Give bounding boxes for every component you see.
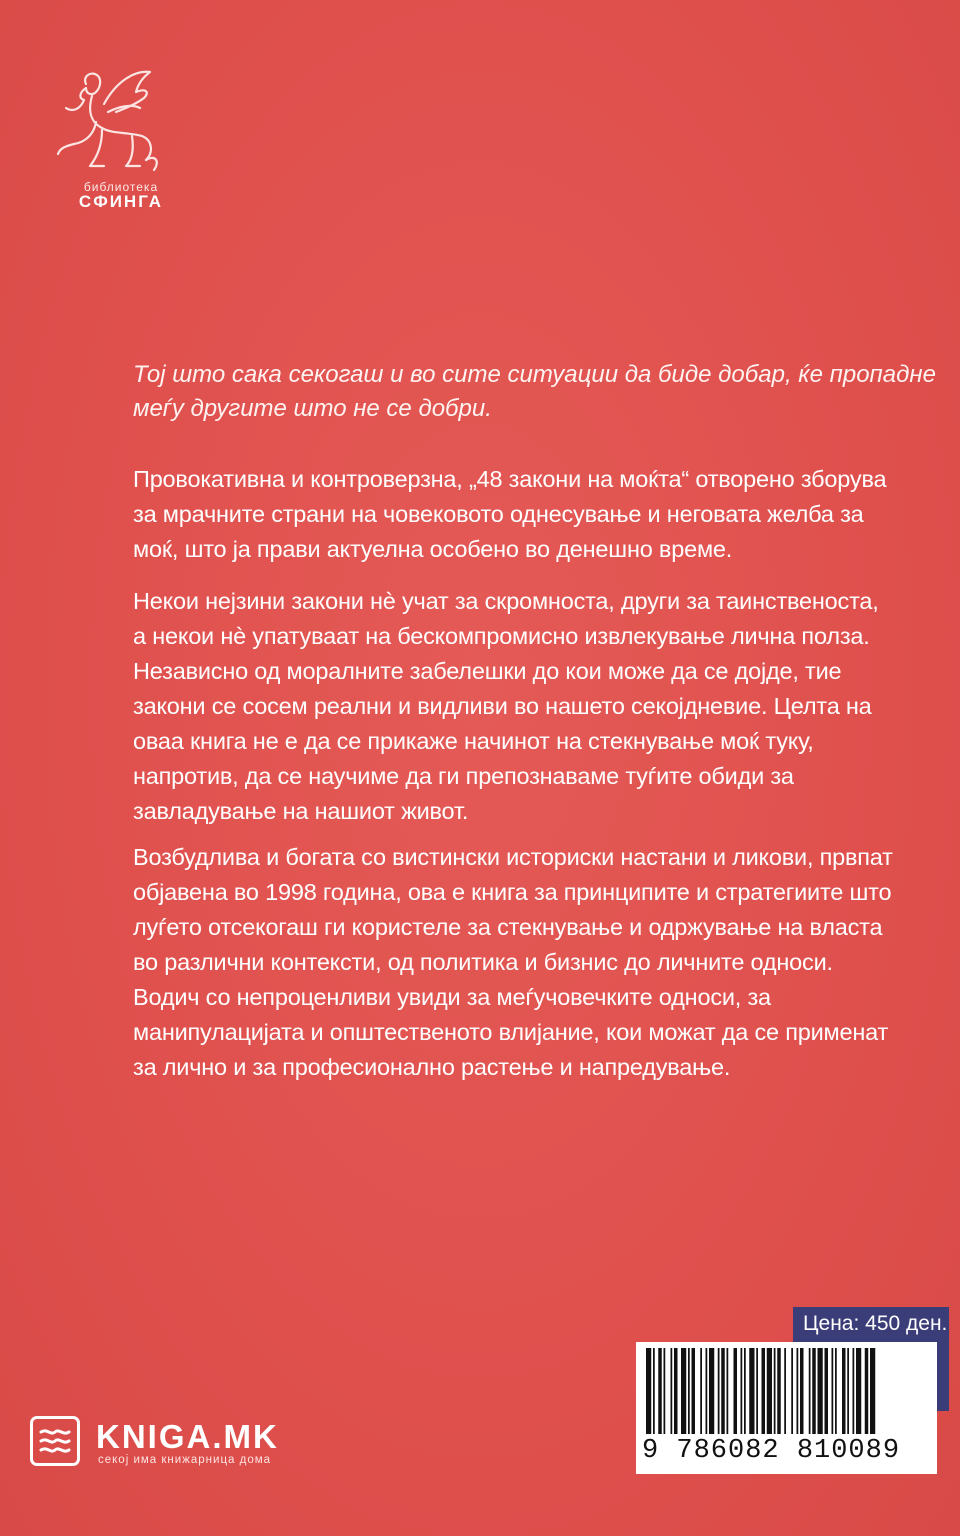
sphinx-icon <box>46 62 166 182</box>
publisher-logo <box>46 62 166 212</box>
paragraph-line: а некои нè упатуваат на бескомпромисно извлекување лична полза. <box>133 623 870 649</box>
paragraph-line: Водич со непроценливи увиди за меѓучовечките односи, за <box>133 984 771 1010</box>
barcode-label <box>636 1342 937 1474</box>
brand-tagline: секој има книжарница дома <box>98 1454 272 1466</box>
paragraph-line: манипулацијата и општественото влијание, кои можат да се применат <box>133 1019 889 1045</box>
paragraph-line: напротив, да се научиме да ги препознаваме туѓите обиди за <box>133 763 794 789</box>
paragraph-line: Некои нејзини закони нè учат за скромноста, други за таинственоста, <box>133 588 879 614</box>
paragraph-line: закони се сосем реални и видливи во нашето секојдневие. Целта на <box>133 693 872 719</box>
paragraph-line: за мрачните страни на човековото однесување и неговата желба за <box>133 501 864 527</box>
brand-name: KNIGA.MK <box>96 1418 279 1455</box>
paragraph-line: Независно од моралните забелешки до кои може да се дојде, тие <box>133 658 842 684</box>
paragraph-line: објавена во 1998 година, ова е книга за принципите и стратегиите што <box>133 879 892 905</box>
description-paragraph-2 <box>133 584 879 829</box>
paragraph-line: моќ, што ја прави актуелна особено во денешно време. <box>133 536 733 562</box>
paragraph-line: Провокативна и контроверзна, „48 закони на моќта“ отворено зборува <box>133 466 887 492</box>
paragraph-line: за лично и за професионално растење и напредување. <box>133 1054 731 1080</box>
epigraph-line: меѓу другите што не се добри. <box>133 395 492 422</box>
paragraph-line: во различни контексти, од политика и бизнис до личните односи. <box>133 949 833 975</box>
price-label: Цена: 450 ден. <box>803 1312 948 1335</box>
series-name: СФИНГА <box>78 192 164 211</box>
barcode-icon <box>646 1348 926 1434</box>
paragraph-line: завладување на нашиот живот. <box>133 798 469 824</box>
description-paragraph-3 <box>133 840 893 1085</box>
description-paragraph-1 <box>133 462 887 567</box>
book-icon <box>30 1416 80 1466</box>
paragraph-line: Возбудлива и богата со вистински историски настани и ликови, првпат <box>133 844 893 870</box>
paragraph-line: луѓето отсекогаш ги користеле за стекнување и одржување на власта <box>133 914 883 940</box>
brand-logo <box>30 1416 330 1476</box>
isbn-digits: 9 786082 810089 <box>642 1436 901 1466</box>
series-label: библиотека <box>83 180 159 194</box>
epigraph <box>133 358 936 426</box>
epigraph-line: Тој што сака секогаш и во сите ситуации да биде добар, ќе пропадне <box>133 361 936 388</box>
paragraph-line: оваа книга не е да се прикаже начинот на стекнување моќ туку, <box>133 728 814 754</box>
